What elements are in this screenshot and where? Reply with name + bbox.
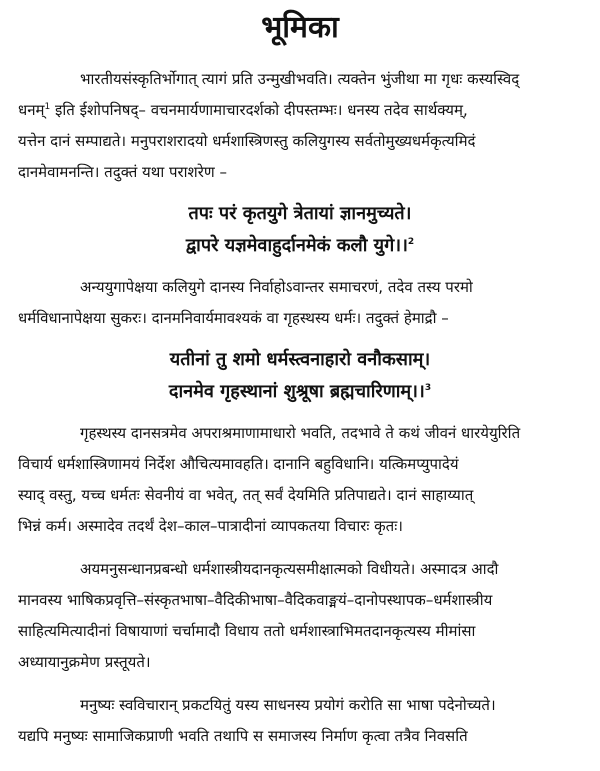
paragraph-4	[18, 554, 582, 678]
paragraph-line: मनुष्यः स्वविचारान् प्रकटयितुं यस्य साधनस्य प्रयोगं करोति सा भाषा पदेनोच्यते।	[80, 696, 496, 714]
footnote-marker: 1	[44, 102, 51, 112]
paragraph-line: साहित्यमित्यादीनां विषायाणां चर्चामादौ विधाय ततो धर्मशास्त्राभिमतदानकृत्यस्य मीमांसा	[18, 622, 476, 640]
paragraph-line: गृहस्थस्य दानसत्रमेव अपराश्रमाणामाधारो भवति, तदभावे ते कथं जीवनं धारयेयुरिति	[80, 424, 521, 442]
paragraph-line	[18, 95, 582, 126]
paragraph-1	[18, 64, 582, 188]
paragraph-line: विचार्य धर्मशास्त्रिणामयं निर्देश औचित्यमावहति। दानानि बहुविधानि। यत्किमप्युपादेयं	[18, 455, 459, 473]
paragraph-line: दानमेवामनन्ति। तदुक्तं यथा पराशरेण –	[18, 163, 227, 181]
footnote-marker: 3	[424, 383, 432, 393]
paragraph-line: स्याद् वस्तु, यच्च धर्मतः सेवनीयं वा भवेत्, तत् सर्वं देयमिति प्रतिपाद्यते। दानं साहाय्यात्	[18, 486, 474, 504]
paragraph-line: अयमनुसन्धानप्रबन्धो धर्मशास्त्रीयदानकृत्यसमीक्षात्मको विधीयते। अस्मादत्र आदौ	[80, 560, 499, 578]
verse-2	[18, 344, 582, 408]
paragraph-text: इति ईशोपनिषद्– वचनमार्यणामाचारदर्शको दीपस्तम्भः। धनस्य तदेव सार्थक्यम्,	[55, 101, 468, 119]
paragraph-text: धनम्	[18, 101, 45, 119]
paragraph-line: अन्ययुगापेक्षया कलियुगे दानस्य निर्वाहोऽवान्तर समाचरणं, तदेव तस्य परमो	[80, 278, 473, 296]
paragraph-line: भारतीयसंस्कृतिर्भोगात् त्यागं प्रति उन्मुखीभवति। त्यक्तेन भुंजीथा मा गृधः कस्यस्विद्	[80, 70, 520, 88]
verse-line	[18, 376, 582, 408]
verse-1	[18, 198, 582, 262]
verse-line: यतीनां तु शमो धर्मस्त्वनाहारो वनौकसाम्।	[169, 349, 431, 370]
paragraph-3	[18, 418, 582, 542]
page-title: भूमिका	[261, 10, 339, 45]
paragraph-2	[18, 272, 582, 334]
verse-line: तपः परं कृतयुगे त्रेतायां ज्ञानमुच्यते।	[188, 203, 412, 224]
paragraph-line: धर्मविधानापेक्षया सुकरः। दानमनिवार्यमावश्यकं वा गृहस्थस्य धर्मः। तदुक्तं हेमाद्रौ –	[18, 309, 449, 327]
verse-line	[18, 230, 582, 262]
paragraph-line: मानवस्य भाषिकप्रवृत्ति–संस्कृतभाषा–वैदिकीभाषा–वैदिकवाङ्मयं–दानोपस्थापक–धर्मशास्त्रीय	[18, 591, 493, 609]
verse-text: दानमेव गृहस्थानां शुश्रूषा ब्रह्मचारिणाम्।।	[168, 381, 425, 402]
paragraph-line: यत्तेन दानं सम्पाद्यते। मनुपराशरादयो धर्मशास्त्रिणस्तु कलियुगस्य सर्वतोमुख्यधर्मकृत्यमिदं	[18, 132, 476, 150]
verse-text: द्वापरे यज्ञमेवाहुर्दानमेकं कलौ युगे।।	[185, 235, 408, 256]
paragraph-5	[18, 690, 582, 752]
paragraph-line: भिन्नं कर्म। अस्मादेव तदर्थं देश–काल–पात्रादीनां व्यापकतया विचारः कृतः।	[18, 517, 403, 535]
footnote-marker: 2	[407, 237, 415, 247]
paragraph-line: अध्यायानुक्रमेण प्रस्तूयते।	[18, 653, 151, 671]
paragraph-line: यद्यपि मनुष्यः सामाजिकप्राणी भवति तथापि स समाजस्य निर्माण कृत्वा तत्रैव निवसति	[18, 727, 468, 745]
